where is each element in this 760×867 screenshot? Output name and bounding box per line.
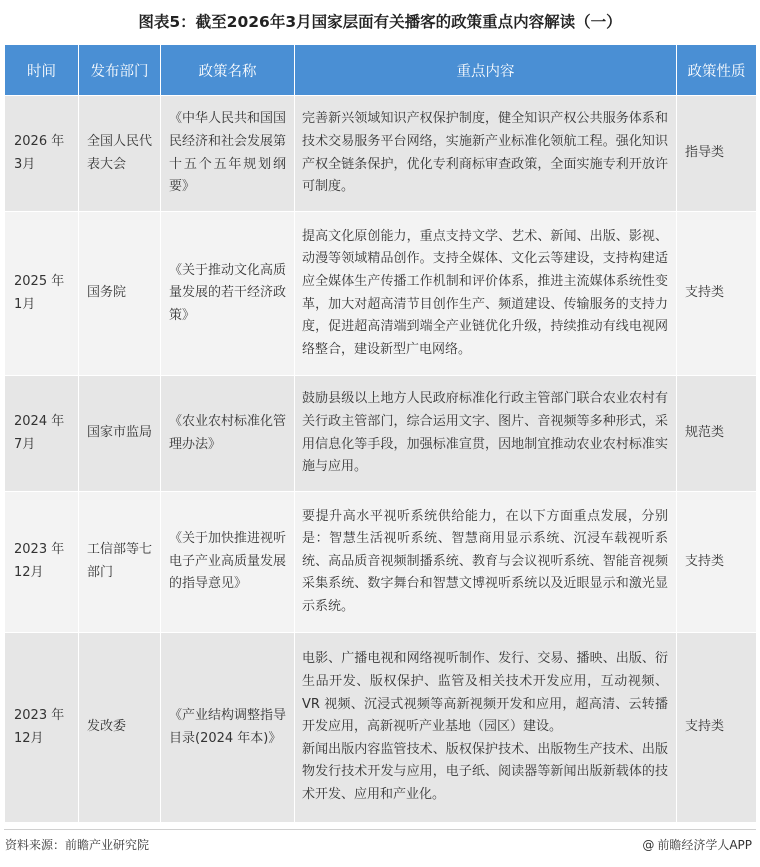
cell-nature: 指导类 xyxy=(677,96,757,212)
cell-policy: 《农业农村标准化管理办法》 xyxy=(161,376,295,492)
chart-title: 图表5：截至2026年3月国家层面有关播客的政策重点内容解读（一） xyxy=(138,13,622,31)
cell-time: 2024 年 7月 xyxy=(5,376,79,492)
cell-dept: 全国人民代表大会 xyxy=(79,96,161,212)
cell-dept: 发改委 xyxy=(79,633,161,823)
cell-nature: 支持类 xyxy=(677,492,757,633)
table-row xyxy=(5,212,757,376)
content-paragraph: 电影、广播电视和网络视听制作、发行、交易、播映、出版、衍生品开发、版权保护、监管及相关技术开发应用，互动视频、VR 视频、沉浸式视频等高新视频开发和应用，超高清、云转播开发应用，高新视听产业基地（园区）建设。 xyxy=(302,651,668,735)
header-nature: 政策性质 xyxy=(677,45,757,96)
cell-nature: 支持类 xyxy=(677,212,757,376)
source-note: 资料来源：前瞻产业研究院 xyxy=(5,838,150,852)
cell-policy: 《产业结构调整指导目录(2024 年本)》 xyxy=(161,633,295,823)
cell-content: 提高文化原创能力，重点支持文学、艺术、新闻、出版、影视、动漫等领域精品创作。支持全媒体、文化云等建设，支持构建适应全媒体生产传播工作机制和评价体系，推进主流媒体系统性变革，加大对超高清节目创作生产、频道建设、传输服务的支持力度，促进超高清端到端全产业链优化升级，持续推动有线电视网络整合，建设新型广电网络。 xyxy=(295,212,677,376)
cell-policy: 《关于加快推进视听电子产业高质量发展的指导意见》 xyxy=(161,492,295,633)
cell-policy: 《关于推动文化高质量发展的若干经济政策》 xyxy=(161,212,295,376)
cell-time: 2025 年 1月 xyxy=(5,212,79,376)
header-policy: 政策名称 xyxy=(161,45,295,96)
footer-divider xyxy=(4,829,756,830)
table-row xyxy=(5,633,757,823)
table-row xyxy=(5,492,757,633)
cell-dept: 工信部等七部门 xyxy=(79,492,161,633)
policy-table xyxy=(4,44,757,823)
table-row xyxy=(5,376,757,492)
cell-nature: 支持类 xyxy=(677,633,757,823)
cell-dept: 国务院 xyxy=(79,212,161,376)
cell-time: 2026 年 3月 xyxy=(5,96,79,212)
cell-dept: 国家市监局 xyxy=(79,376,161,492)
header-time: 时间 xyxy=(5,45,79,96)
cell-nature: 规范类 xyxy=(677,376,757,492)
cell-content: 鼓励县级以上地方人民政府标准化行政主管部门联合农业农村有关行政主管部门，综合运用文字、图片、音视频等多种形式，采用信息化等手段，加强标准宣贯，因地制宜推动农业农村标准实施与应用。 xyxy=(295,376,677,492)
cell-content: 要提升高水平视听系统供给能力，在以下方面重点发展，分别是：智慧生活视听系统、智慧商用显示系统、沉浸车载视听系统、高品质音视频制播系统、教育与会议视听系统、智能音视频采集系统、数字舞台和智慧文博视听系统以及近眼显示和激光显示系统。 xyxy=(295,492,677,633)
table-header-row xyxy=(5,45,757,96)
header-content: 重点内容 xyxy=(295,45,677,96)
content-paragraph: 新闻出版内容监管技术、版权保护技术、出版物生产技术、出版物发行技术开发与应用，电子纸、阅读器等新闻出版新载体的技术开发、应用和产业化。 xyxy=(302,741,668,802)
cell-content xyxy=(295,633,677,823)
cell-policy: 《中华人民共和国国民经济和社会发展第十五个五年规划纲要》 xyxy=(161,96,295,212)
header-dept: 发布部门 xyxy=(79,45,161,96)
at-icon: @ xyxy=(642,837,655,852)
cell-content: 完善新兴领域知识产权保护制度，健全知识产权公共服务体系和技术交易服务平台网络，实施新产业标准化领航工程。强化知识产权全链条保护，优化专利商标审查政策，全面实施专利开放许可制度。 xyxy=(295,96,677,212)
brand-label: 前瞻经济学人APP xyxy=(657,838,752,852)
cell-time: 2023 年 12月 xyxy=(5,492,79,633)
cell-time: 2023 年 12月 xyxy=(5,633,79,823)
brand-mark xyxy=(642,836,752,853)
table-row xyxy=(5,96,757,212)
